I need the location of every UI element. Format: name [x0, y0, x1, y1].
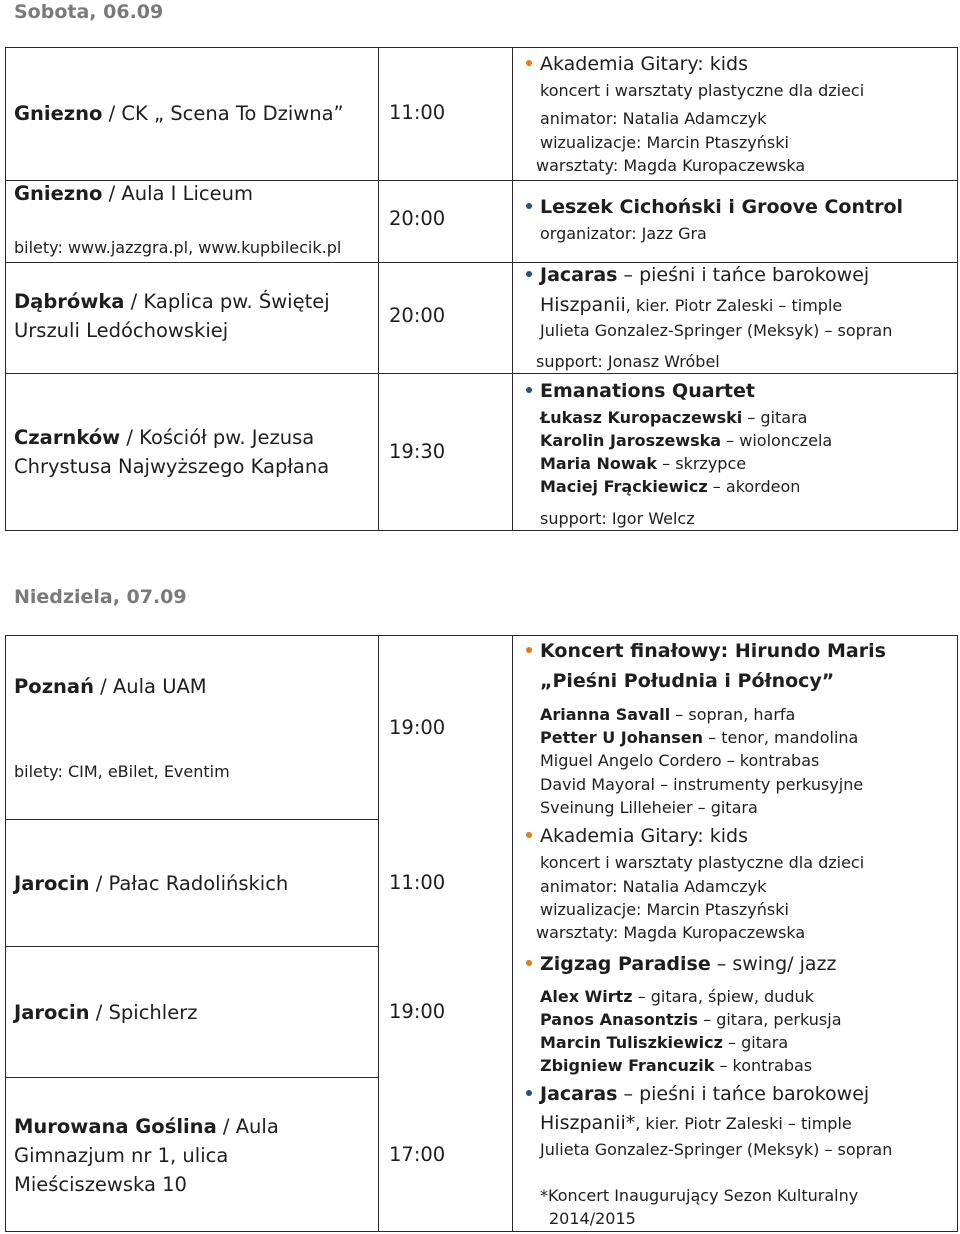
table-border [5, 530, 958, 531]
event-line: koncert i warsztaty plastyczne dla dzieci [540, 853, 865, 872]
venue-city: Poznań [14, 675, 94, 698]
venue-cell [14, 869, 288, 898]
table-border [512, 635, 513, 1231]
venue-city: Murowana Goślina [14, 1115, 217, 1138]
member-name: Maciej Frąckiewicz [540, 477, 708, 496]
member-line: Sveinung Lilleheier – gitara [540, 798, 758, 817]
venue-city: Czarnków [14, 426, 121, 449]
venue-cell [14, 423, 329, 481]
member-name: Petter U Johansen [540, 728, 704, 747]
day-heading: Niedziela, 07.09 [14, 586, 187, 608]
member-role: – sopran, harfa [670, 705, 796, 724]
event-time: 17:00 [389, 1143, 446, 1166]
table-border [5, 946, 378, 947]
member-line: David Mayoral – instrumenty perkusyjne [540, 775, 864, 794]
venue-place-line2: Urszuli Ledóchowskiej [14, 319, 229, 342]
event-time: 11:00 [389, 101, 446, 124]
event-title: Akademia Gitary: kids [540, 53, 748, 75]
event-time: 20:00 [389, 207, 446, 230]
member-line [540, 1010, 842, 1029]
event-time: 11:00 [389, 871, 446, 894]
table-border [5, 47, 6, 530]
member-line [540, 1056, 812, 1075]
footnote: *Koncert Inaugurujący Sezon Kulturalny [540, 1186, 859, 1205]
member-role: – akordeon [707, 477, 801, 496]
member-role: – gitara [722, 1033, 789, 1052]
table-border [5, 819, 378, 820]
bullet-orange-icon [526, 832, 532, 838]
member-line: Miguel Angelo Cordero – kontrabas [540, 751, 820, 770]
event-title-rest: – pieśni i tańce barokowej [617, 264, 870, 286]
event-title-rest: – pieśni i tańce barokowej [617, 1083, 870, 1105]
event-line: wizualizacje: Marcin Ptaszyński [540, 133, 789, 152]
event-title [540, 264, 869, 286]
event-title-small: , kier. Piotr Zaleski – timple [625, 296, 843, 315]
member-line [540, 408, 807, 427]
venue-place-line2: Chrystusa Najwyższego Kapłana [14, 455, 330, 478]
event-title-cont: Hiszpanii* [540, 1112, 636, 1134]
member-role: – wiolonczela [721, 431, 833, 450]
event-title-cont: Hiszpanii [540, 294, 626, 316]
venue-place: / Pałac Radolińskich [89, 872, 289, 895]
member-name: Zbigniew Francuzik [540, 1056, 715, 1075]
event-line: warsztaty: Magda Kuropaczewska [536, 156, 806, 175]
table-border [5, 1077, 378, 1078]
table-border [957, 47, 958, 530]
bullet-orange-icon [526, 647, 532, 653]
member-role: – kontrabas [714, 1056, 813, 1075]
event-title-bold: Jacaras [540, 1083, 618, 1105]
event-title-small: , kier. Piotr Zaleski – timple [635, 1114, 852, 1133]
venue-place: / Kościół pw. Jezusa [120, 426, 315, 449]
venue-place-line2: Gimnazjum nr 1, ulica [14, 1144, 229, 1167]
day-heading: Sobota, 06.09 [14, 1, 164, 23]
event-title-bold: Emanations Quartet [540, 380, 755, 402]
event-title: Akademia Gitary: kids [540, 825, 748, 847]
table-border [5, 1231, 958, 1232]
event-line: animator: Natalia Adamczyk [540, 877, 767, 896]
event-line: Julieta Gonzalez-Springer (Meksyk) – sopran [540, 321, 893, 340]
member-line [540, 477, 800, 496]
member-role: – skrzypce [657, 454, 747, 473]
member-role: – gitara, śpiew, duduk [632, 987, 814, 1006]
event-title-rest: – swing/ jazz [710, 953, 837, 975]
venue-cell [14, 287, 330, 345]
member-line [540, 705, 795, 724]
bullet-blue-icon [526, 271, 532, 277]
tickets-info: bilety: CIM, eBilet, Eventim [14, 762, 230, 781]
table-border [512, 47, 513, 530]
member-role: – gitara, perkusja [698, 1010, 842, 1029]
member-name: Maria Nowak [540, 454, 658, 473]
venue-place: / Spichlerz [89, 1001, 198, 1024]
bullet-blue-icon [526, 387, 532, 393]
event-title [540, 380, 755, 402]
event-title-bold: Leszek Cichoński i Groove Control [540, 196, 904, 218]
member-name: Łukasz Kuropaczewski [540, 408, 743, 427]
event-title-bold: Zigzag Paradise [540, 953, 711, 975]
member-line [540, 1033, 788, 1052]
event-title-line2 [540, 1112, 852, 1134]
event-line: koncert i warsztaty plastyczne dla dzieci [540, 81, 865, 100]
bullet-orange-icon [526, 960, 532, 966]
event-time: 19:00 [389, 716, 446, 739]
table-border [378, 47, 379, 530]
table-border [5, 47, 958, 48]
venue-cell [14, 1112, 279, 1199]
venue-place: / Kaplica pw. Świętej [124, 290, 330, 313]
event-title-bold: Jacaras [540, 264, 618, 286]
member-name: Karolin Jaroszewska [540, 431, 722, 450]
event-line: organizator: Jazz Gra [540, 224, 707, 243]
event-title [540, 1083, 869, 1105]
venue-cell [14, 99, 344, 128]
member-line [540, 431, 832, 450]
event-line: animator: Natalia Adamczyk [540, 109, 767, 128]
member-name: Arianna Savall [540, 705, 671, 724]
member-line [540, 454, 746, 473]
member-role: – gitara [742, 408, 808, 427]
table-border [5, 635, 6, 1231]
venue-cell [14, 998, 197, 1027]
event-line: wizualizacje: Marcin Ptaszyński [540, 900, 789, 919]
bullet-orange-icon [526, 60, 532, 66]
event-title-line2 [540, 294, 842, 316]
venue-place: / CK „ Scena To Dziwna” [102, 102, 344, 125]
event-time: 20:00 [389, 304, 446, 327]
table-border [5, 635, 958, 636]
member-name: Panos Anasontzis [540, 1010, 699, 1029]
event-title [540, 953, 836, 975]
venue-city: Gniezno [14, 182, 103, 205]
member-line [540, 987, 814, 1006]
event-subtitle-bold: „Pieśni Południa i Północy” [540, 670, 835, 692]
event-subtitle [540, 670, 834, 692]
bullet-blue-icon [526, 203, 532, 209]
event-line: support: Igor Welcz [540, 509, 695, 528]
event-title-bold: Koncert finałowy: Hirundo Maris [540, 640, 886, 662]
footnote: 2014/2015 [549, 1209, 636, 1228]
event-line: support: Jonasz Wróbel [536, 352, 720, 371]
event-title [540, 196, 903, 218]
table-border [957, 635, 958, 1231]
venue-place: / Aula [216, 1115, 279, 1138]
venue-city: Jarocin [14, 872, 90, 895]
venue-cell [14, 179, 253, 208]
event-line: warsztaty: Magda Kuropaczewska [536, 923, 806, 942]
member-name: Alex Wirtz [540, 987, 633, 1006]
venue-city: Dąbrówka [14, 290, 125, 313]
table-border [378, 635, 379, 1231]
member-role: – tenor, mandolina [703, 728, 859, 747]
venue-place: / Aula I Liceum [102, 182, 253, 205]
tickets-info: bilety: www.jazzgra.pl, www.kupbilecik.pl [14, 238, 342, 257]
table-border [5, 262, 958, 263]
venue-cell [14, 672, 207, 701]
venue-place: / Aula UAM [93, 675, 207, 698]
venue-place-line3: Mieściszewska 10 [14, 1173, 187, 1196]
venue-city: Jarocin [14, 1001, 90, 1024]
bullet-blue-icon [526, 1090, 532, 1096]
event-time: 19:00 [389, 1000, 446, 1023]
event-line: Julieta Gonzalez-Springer (Meksyk) – sopran [540, 1140, 893, 1159]
member-name: Marcin Tuliszkiewicz [540, 1033, 723, 1052]
event-time: 19:30 [389, 440, 446, 463]
member-line [540, 728, 858, 747]
table-border [5, 373, 958, 374]
event-title [540, 640, 886, 662]
venue-city: Gniezno [14, 102, 103, 125]
